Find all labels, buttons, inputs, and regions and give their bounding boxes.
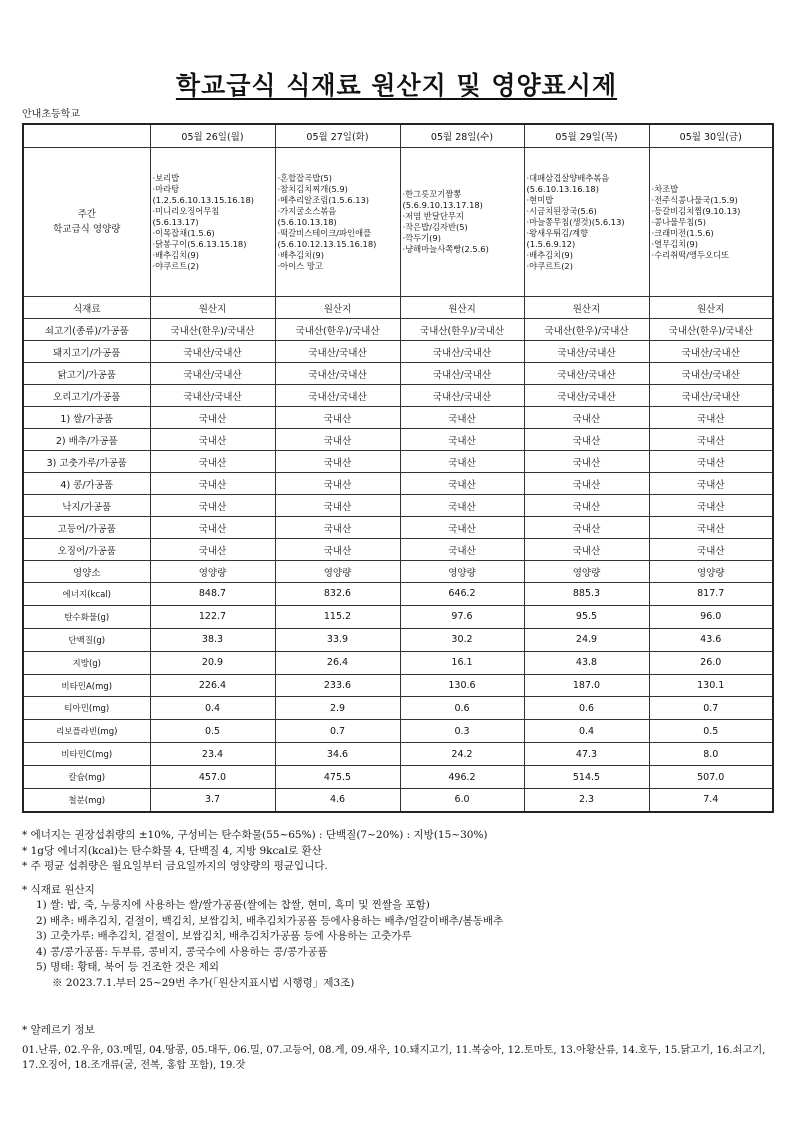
date-cell: 05월 28일(수) (400, 124, 524, 148)
origin-header-col: 원산지 (275, 297, 400, 319)
nutrition-row-value: 6.0 (400, 789, 524, 812)
nutrition-row-value: 16.1 (400, 651, 524, 674)
origin-row-value: 국내산/국내산 (649, 385, 773, 407)
nutrition-row-label: 리보플라빈(mg) (23, 720, 150, 743)
origin-row-value: 국내산/국내산 (150, 385, 275, 407)
nutrition-row-label: 티아민(mg) (23, 697, 150, 720)
nutrition-row-value: 47.3 (524, 743, 649, 766)
origin-row (23, 517, 773, 539)
origin-row-value: 국내산/국내산 (524, 363, 649, 385)
origin-header-label: 식재료 (23, 297, 150, 319)
nutrition-header-label: 영양소 (23, 561, 150, 583)
nutrition-row-value: 475.5 (275, 766, 400, 789)
origin-row-value: 국내산 (524, 451, 649, 473)
nutrition-row-value: 507.0 (649, 766, 773, 789)
nutrition-row-value: 646.2 (400, 583, 524, 606)
origin-notes-title: * 식재료 원산지 (22, 883, 95, 896)
nutrition-header-col: 영양량 (649, 561, 773, 583)
origin-row (23, 407, 773, 429)
origin-row-value: 국내산 (150, 451, 275, 473)
origin-header-col: 원산지 (524, 297, 649, 319)
nutrition-row-value: 0.4 (524, 720, 649, 743)
origin-header-row (23, 297, 773, 319)
origin-row-value: 국내산/국내산 (150, 341, 275, 363)
menu-cell-mon: ·보리밥 ·마라탕 (1.2.5.6.10.13.15.16.18) ·미니리오징어무침 (5.6.13.17) ·이목잡채(1.5.6) ·닭봉구이(5.6.13.15.18) ·배추김치(9) ·야쿠르트(2) (150, 148, 275, 297)
origin-row-value: 국내산 (400, 473, 524, 495)
origin-row-value: 국내산/국내산 (400, 363, 524, 385)
origin-row-label: 2) 배추/가공품 (23, 429, 150, 451)
nutrition-row-value: 0.3 (400, 720, 524, 743)
nutrition-row (23, 674, 773, 697)
nutrition-row-value: 23.4 (150, 743, 275, 766)
nutrition-row-value: 832.6 (275, 583, 400, 606)
nutrition-row-value: 514.5 (524, 766, 649, 789)
origin-row-value: 국내산 (275, 517, 400, 539)
date-cell: 05월 26일(월) (150, 124, 275, 148)
origin-row (23, 451, 773, 473)
origin-row-label: 1) 쌀/가공품 (23, 407, 150, 429)
origin-row-value: 국내산 (649, 495, 773, 517)
nutrition-row-value: 24.9 (524, 628, 649, 651)
origin-header-col: 원산지 (649, 297, 773, 319)
origin-rows (23, 319, 773, 561)
note-line: * 주 평균 섭취량은 월요일부터 금요일까지의 영양량의 평균입니다. (22, 860, 328, 872)
nutrition-row-value: 115.2 (275, 605, 400, 628)
nutrition-row-value: 0.7 (649, 697, 773, 720)
nutrition-row-label: 비타민A(mg) (23, 674, 150, 697)
nutrition-header-col: 영양량 (275, 561, 400, 583)
origin-row-label: 닭고기/가공품 (23, 363, 150, 385)
nutrition-row (23, 605, 773, 628)
date-cell: 05월 30일(금) (649, 124, 773, 148)
nutrition-row-value: 97.6 (400, 605, 524, 628)
menu-cell-wed: ·한그릇꼬기짬뽕 (5.6.9.10.13.17.18) ·저염 반달단무지 ·작은밥/김자반(5) ·깍두기(9) ·냥해마늘사쪽빵(2.5.6) (400, 148, 524, 297)
origin-row-value: 국내산 (150, 539, 275, 561)
origin-row-label: 오리고기/가공품 (23, 385, 150, 407)
origin-row-value: 국내산/국내산 (275, 363, 400, 385)
nutrition-row-label: 철분(mg) (23, 789, 150, 812)
origin-row (23, 539, 773, 561)
origin-row-value: 국내산 (150, 407, 275, 429)
origin-row-value: 국내산/국내산 (524, 385, 649, 407)
origin-row-value: 국내산 (150, 495, 275, 517)
menu-cell-fri: ·차조밥 ·전주식콩나물국(1.5.9) ·등갈비김치찜(9.10.13) ·콩나물무침(5) ·크래미전(1.5.6) ·열무김치(9) ·수리취떡/앵두오디또 (649, 148, 773, 297)
nutrition-row-value: 0.4 (150, 697, 275, 720)
origin-row-label: 3) 고춧가루/가공품 (23, 451, 150, 473)
origin-row-value: 국내산 (649, 451, 773, 473)
origin-row-value: 국내산 (275, 407, 400, 429)
nutrition-row-value: 34.6 (275, 743, 400, 766)
origin-header-col: 원산지 (150, 297, 275, 319)
origin-row (23, 495, 773, 517)
origin-note-line: 1) 쌀: 밥, 죽, 누룽지에 사용하는 쌀/쌀가공품(쌀에는 찹쌀, 현미, 흑미 및 찐쌀을 포함) (36, 899, 430, 911)
nutrition-row-value: 233.6 (275, 674, 400, 697)
meal-table (22, 123, 774, 813)
notes-section (22, 828, 782, 991)
origin-note-line: 4) 콩/콩가공품: 두부류, 콩비지, 콩국수에 사용하는 콩/콩가공품 (36, 945, 328, 958)
origin-row-value: 국내산(한우)/국내산 (150, 319, 275, 341)
origin-row-value: 국내산/국내산 (524, 341, 649, 363)
nutrition-row (23, 789, 773, 812)
date-header-row (23, 124, 773, 148)
origin-row-value: 국내산 (524, 539, 649, 561)
origin-row-value: 국내산 (150, 473, 275, 495)
nutrition-row (23, 697, 773, 720)
nutrition-row-value: 457.0 (150, 766, 275, 789)
origin-row-value: 국내산 (524, 473, 649, 495)
nutrition-row-value: 4.6 (275, 789, 400, 812)
date-cell: 05월 27일(화) (275, 124, 400, 148)
nutrition-row-value: 0.5 (649, 720, 773, 743)
origin-row-value: 국내산 (649, 407, 773, 429)
nutrition-row (23, 651, 773, 674)
origin-row-value: 국내산 (524, 495, 649, 517)
origin-row-value: 국내산 (524, 517, 649, 539)
origin-note-line: 3) 고춧가루: 배추김치, 겉절이, 보쌈김치, 배추김치가공품 등에 사용하는 고춧가루 (36, 930, 412, 942)
origin-row-value: 국내산 (275, 429, 400, 451)
nutrition-row-value: 885.3 (524, 583, 649, 606)
origin-row-value: 국내산/국내산 (400, 385, 524, 407)
nutrition-row-value: 38.3 (150, 628, 275, 651)
origin-row-value: 국내산/국내산 (649, 341, 773, 363)
origin-row-value: 국내산(한우)/국내산 (275, 319, 400, 341)
nutrition-row (23, 766, 773, 789)
nutrition-row-value: 26.4 (275, 651, 400, 674)
nutrition-row-value: 43.6 (649, 628, 773, 651)
origin-note-line: 5) 명태: 황태, 북어 등 건조한 것은 제외 (36, 961, 220, 973)
nutrition-row-value: 130.6 (400, 674, 524, 697)
date-cell: 05월 29일(목) (524, 124, 649, 148)
nutrition-row-value: 20.9 (150, 651, 275, 674)
origin-row-value: 국내산 (649, 473, 773, 495)
nutrition-row-value: 95.5 (524, 605, 649, 628)
nutrition-row (23, 583, 773, 606)
nutrition-row-label: 칼슘(mg) (23, 766, 150, 789)
origin-note-extra: ※ 2023.7.1.부터 25~29번 추가(「원산지표시법 시행령」제3조) (52, 976, 355, 989)
origin-header-col: 원산지 (400, 297, 524, 319)
nutrition-row-label: 단백질(g) (23, 628, 150, 651)
allergy-title: * 알레르기 정보 (22, 1024, 95, 1036)
origin-row (23, 319, 773, 341)
origin-row-value: 국내산 (649, 517, 773, 539)
nutrition-row-value: 817.7 (649, 583, 773, 606)
origin-row-value: 국내산 (275, 473, 400, 495)
origin-row-value: 국내산 (524, 429, 649, 451)
nutrition-row-value: 3.7 (150, 789, 275, 812)
note-line: * 에너지는 권장섭취량의 ±10%, 구성비는 탄수화물(55~65%) : 단백질(7~20%) : 지방(15~30%) (22, 829, 488, 841)
origin-row-value: 국내산/국내산 (649, 363, 773, 385)
nutrition-row-value: 96.0 (649, 605, 773, 628)
origin-row-label: 4) 콩/가공품 (23, 473, 150, 495)
origin-row-value: 국내산 (400, 429, 524, 451)
nutrition-row-value: 496.2 (400, 766, 524, 789)
corner-cell (23, 124, 150, 148)
origin-row-value: 국내산 (275, 495, 400, 517)
origin-row-label: 오징어/가공품 (23, 539, 150, 561)
nutrition-row-value: 0.6 (524, 697, 649, 720)
nutrition-row-value: 8.0 (649, 743, 773, 766)
nutrition-row-value: 226.4 (150, 674, 275, 697)
nutrition-row-value: 848.7 (150, 583, 275, 606)
origin-row-value: 국내산 (400, 539, 524, 561)
nutrition-row-value: 33.9 (275, 628, 400, 651)
page-title: 학교급식 식재료 원산지 및 영양표시제 (175, 71, 618, 100)
origin-row-value: 국내산(한우)/국내산 (400, 319, 524, 341)
nutrition-row-value: 122.7 (150, 605, 275, 628)
origin-note-line: 2) 배추: 배추김치, 겉절이, 백김치, 보쌈김치, 배추김치가공품 등에사용하는 배추/얼갈이배추/봄동배추 (36, 914, 504, 927)
nutrition-row-value: 7.4 (649, 789, 773, 812)
nutrition-row-value: 0.7 (275, 720, 400, 743)
origin-row-value: 국내산 (275, 539, 400, 561)
allergy-info: 01.난류, 02.우유, 03.메밀, 04.땅콩, 05.대두, 06.밀, 07.고등어, 08.게, 09.새우, 10.돼지고기, 11.복숭아, 12.토마토, 13.아황산류, 14.호두, 15.닭고기, 16.쇠고기, 17.오징어, 18.조개류(굴, 전복, 홍합 포함), 19.잣 (22, 1045, 766, 1071)
origin-row-value: 국내산 (400, 495, 524, 517)
origin-row (23, 341, 773, 363)
origin-row (23, 363, 773, 385)
origin-row-label: 쇠고기(종류)/가공품 (23, 319, 150, 341)
note-line: * 1g당 에너지(kcal)는 탄수화물 4, 단백질 4, 지방 9kcal로 환산 (22, 844, 322, 857)
origin-row-value: 국내산 (150, 517, 275, 539)
origin-row-value: 국내산/국내산 (275, 341, 400, 363)
nutrition-row-label: 비타민C(mg) (23, 743, 150, 766)
origin-row-value: 국내산 (649, 539, 773, 561)
nutrition-header-col: 영양량 (150, 561, 275, 583)
origin-row-value: 국내산 (400, 451, 524, 473)
origin-row-label: 낙지/가공품 (23, 495, 150, 517)
nutrition-row-label: 에너지(kcal) (23, 583, 150, 606)
origin-row-label: 고등어/가공품 (23, 517, 150, 539)
origin-row-value: 국내산(한우)/국내산 (649, 319, 773, 341)
origin-row (23, 473, 773, 495)
origin-row-value: 국내산/국내산 (400, 341, 524, 363)
origin-row (23, 429, 773, 451)
menu-label: 주간 학교급식 영양량 (23, 148, 150, 297)
nutrition-row-label: 지방(g) (23, 651, 150, 674)
nutrition-rows (23, 583, 773, 812)
nutrition-row-value: 30.2 (400, 628, 524, 651)
nutrition-header-col: 영양량 (400, 561, 524, 583)
nutrition-row-label: 탄수화물(g) (23, 605, 150, 628)
nutrition-row-value: 26.0 (649, 651, 773, 674)
nutrition-row-value: 187.0 (524, 674, 649, 697)
origin-row-value: 국내산 (150, 429, 275, 451)
origin-row (23, 385, 773, 407)
origin-row-value: 국내산 (524, 407, 649, 429)
nutrition-row-value: 24.2 (400, 743, 524, 766)
nutrition-header-col: 영양량 (524, 561, 649, 583)
nutrition-row-value: 0.6 (400, 697, 524, 720)
nutrition-row-value: 130.1 (649, 674, 773, 697)
nutrition-row (23, 720, 773, 743)
origin-row-value: 국내산/국내산 (150, 363, 275, 385)
menu-row (23, 148, 773, 297)
origin-row-value: 국내산(한우)/국내산 (524, 319, 649, 341)
nutrition-row-value: 0.5 (150, 720, 275, 743)
nutrition-row (23, 628, 773, 651)
menu-cell-tue: ·혼합잡곡밥(5) ·참치김치찌개(5.9) ·메추리알조림(1.5.6.13) ·가지굴소스볶음 (5.6.10.13.18) ·떡갈비스테이크/파인애플 (5.6.10.12.13.15.16.18) ·배추김치(9) ·아이스 망고 (275, 148, 400, 297)
origin-row-value: 국내산 (275, 451, 400, 473)
nutrition-row-value: 43.8 (524, 651, 649, 674)
origin-row-value: 국내산 (400, 407, 524, 429)
menu-cell-thu: ·대패삼겹살양배추볶음 (5.6.10.13.16.18) ·현미밥 ·시금치된장국(5.6) ·마늘쫑무침(생것)(5.6.13) ·왕새우튀김/계향 (1.5.6.9.12) ·배추김치(9) ·야쿠르트(2) (524, 148, 649, 297)
origin-row-label: 돼지고기/가공품 (23, 341, 150, 363)
origin-row-value: 국내산 (400, 517, 524, 539)
nutrition-row-value: 2.3 (524, 789, 649, 812)
origin-row-value: 국내산 (649, 429, 773, 451)
school-name: 안내초등학교 (22, 109, 80, 120)
nutrition-row (23, 743, 773, 766)
nutrition-row-value: 2.9 (275, 697, 400, 720)
nutrition-header-row (23, 561, 773, 583)
origin-row-value: 국내산/국내산 (275, 385, 400, 407)
